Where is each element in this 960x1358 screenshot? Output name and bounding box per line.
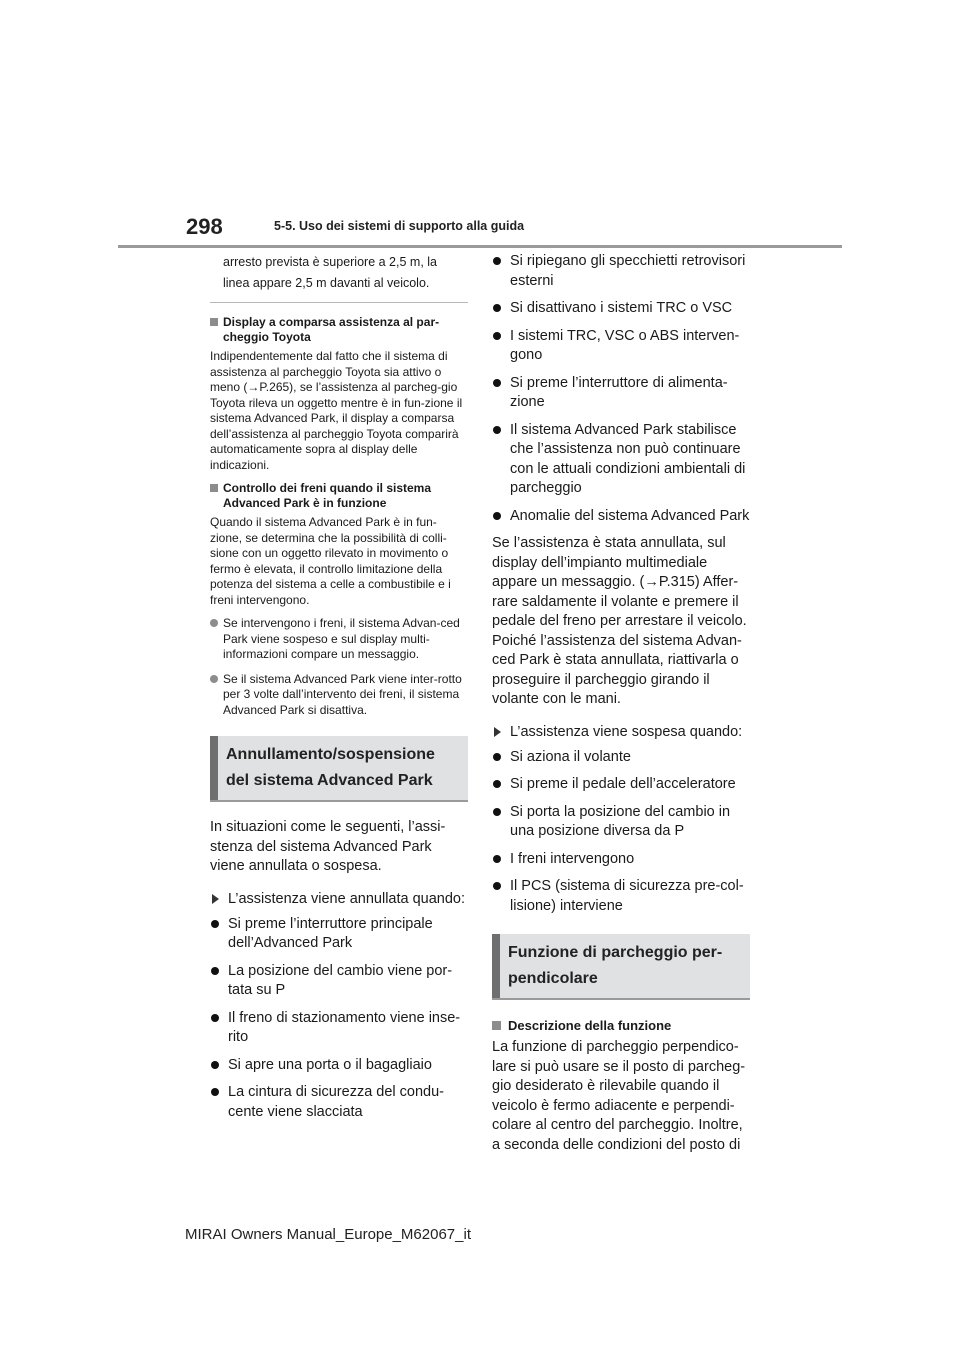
- section-title: 5-5. Uso dei sistemi di supporto alla guida: [274, 219, 525, 233]
- cancel-item: Si apre una porta o il bagagliaio: [210, 1056, 468, 1076]
- cancel-section-heading: Annullamento/sospensione del sistema Advanced Park: [210, 736, 468, 802]
- display-popup-heading: Display a comparsa assistenza al par-cheggio Toyota: [210, 315, 468, 345]
- note-divider: [210, 302, 468, 303]
- cancel-item: Anomalie del sistema Advanced Park: [492, 507, 750, 527]
- cancel-item: La cintura di sicurezza del condu-cente viene slacciata: [210, 1083, 468, 1122]
- brake-point: Se il sistema Advanced Park viene inter-rotto per 3 volte dall’intervento dei freni, il sistema Advanced Park si disattiva.: [210, 672, 468, 719]
- cancel-item: Si ripiegano gli specchietti retrovisori esterni: [492, 252, 750, 291]
- suspend-item: Si aziona il volante: [492, 748, 750, 768]
- cancel-arrow-item: L’assistenza viene annullata quando:: [210, 887, 468, 911]
- suspend-item: Il PCS (sistema di sicurezza pre-col-lisione) interviene: [492, 877, 750, 916]
- footer-manual-id: MIRAI Owners Manual_Europe_M62067_it: [185, 1226, 471, 1243]
- cancel-item: La posizione del cambio viene por-tata su P: [210, 962, 468, 1001]
- suspend-item: I freni intervengono: [492, 850, 750, 870]
- cancel-item: Si disattivano i sistemi TRC o VSC: [492, 299, 750, 319]
- cancel-item: Il freno di stazionamento viene inse-rito: [210, 1009, 468, 1048]
- display-popup-text: Indipendentemente dal fatto che il sistema di assistenza al parcheggio Toyota sia attivo o meno (→P.265), se l’assistenza al parcheg-gio Toyota rileva un oggetto mentre è in fun-zione il sistema Advanced Park, il display a comparsa dell’assistenza al parcheggio Toyota comparirà automaticamente sopra al display delle indicazioni.: [210, 349, 463, 472]
- right-column: [492, 252, 750, 1165]
- function-description-heading: Descrizione della funzione: [492, 1016, 750, 1035]
- header-rule: [118, 245, 842, 248]
- brake-control-heading: Controllo dei freni quando il sistema Advanced Park è in funzione: [210, 481, 468, 511]
- cancel-item: Si preme l’interruttore principale dell’Advanced Park: [210, 915, 468, 954]
- function-description-text: La funzione di parcheggio perpendico-lare si può usare se il posto di parcheg-gio desiderato è rilevabile quando il veicolo è fermo adiacente e perpendi-colare al centro del parcheggio. Inoltre, a seconda delle condizioni del posto di: [492, 1039, 746, 1153]
- left-column: [210, 252, 468, 1130]
- cancel-item: I sistemi TRC, VSC o ABS interven-gono: [492, 327, 750, 366]
- cancel-item: Il sistema Advanced Park stabilisce che l’assistenza non può continuare con le attuali condizioni ambientali di parcheggio: [492, 421, 750, 499]
- cancel-message-text: Se l’assistenza è stata annullata, sul display dell’impianto multimediale appare un messaggio. (→P.315) Affer-rare saldamente il volante e premere il pedale del freno per arrestare il veicolo. Poiché l’assistenza del sistema Advan-ced Park è stata annullata, riattivarla o proseguire il parcheggio girando il volante con le mani.: [492, 535, 747, 707]
- suspend-arrow-item: L’assistenza viene sospesa quando:: [492, 720, 750, 744]
- cancel-item: Si preme l’interruttore di alimenta-zione: [492, 374, 750, 413]
- suspend-item: Si porta la posizione del cambio in una posizione diversa da P: [492, 803, 750, 842]
- page-number: 298: [186, 214, 223, 239]
- perpendicular-section-heading: Funzione di parcheggio per-pendicolare: [492, 934, 750, 1000]
- note-continuation: arresto prevista è superiore a 2,5 m, la linea appare 2,5 m davanti al veicolo.: [223, 255, 437, 290]
- suspend-item: Si preme il pedale dell’acceleratore: [492, 775, 750, 795]
- brake-control-text: Quando il sistema Advanced Park è in fun-zione, se determina che la possibilità di colli-sione con un oggetto rilevato in movimento o fermo è elevata, il controllo limitazione della potenza del sistema a celle a combustibile e i freni intervengono.: [210, 515, 451, 607]
- brake-point: Se intervengono i freni, il sistema Advan-ced Park viene sospeso e sul display multi-informazioni compare un messaggio.: [210, 616, 468, 663]
- cancel-intro: In situazioni come le seguenti, l’assi-stenza del sistema Advanced Park viene annullata o sospesa.: [210, 819, 446, 874]
